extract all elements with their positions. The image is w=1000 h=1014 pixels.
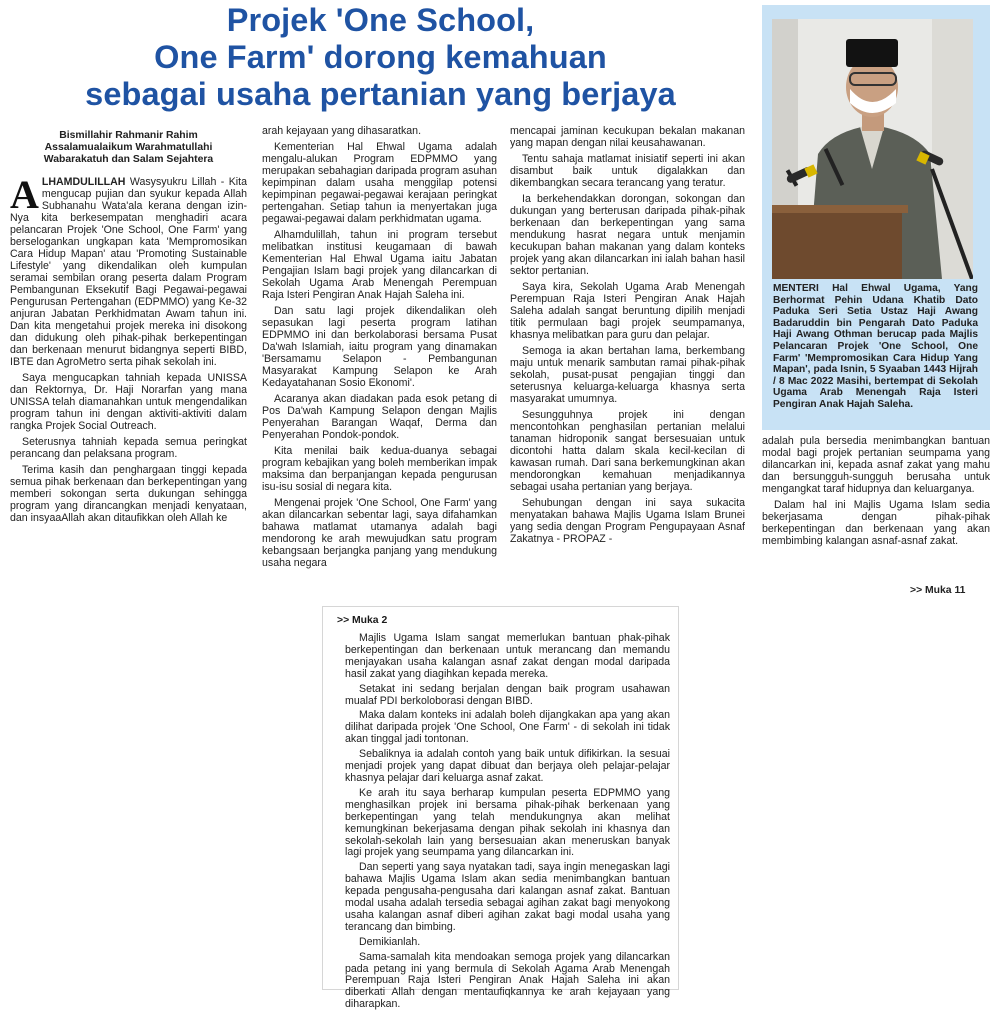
paragraph: Kita menilai baik kedua-duanya sebagai program kebajikan yang boleh memberikan impak maksima dan berpanjangan kepada pengurusan isu-isu sosial di negara kita. — [262, 445, 497, 493]
paragraph: Dan seperti yang saya nyatakan tadi, saya ingin menegaskan lagi bahawa Majlis Ugama Islam akan sedia menimbangkan bantuan kepada pengusaha-pengusaha dari kalangan asnaf zakat. Bantuan modal usaha adalah tersedia sebagai agihan zakat bagi menyokong usaha kalangan asnaf diberi agihan zakat bagi modal usaha yang terancang dan bimbing. — [345, 861, 670, 933]
article-column-4 — [762, 435, 990, 580]
paragraph: arah kejayaan yang dihasaratkan. — [262, 125, 422, 137]
paragraph: Kementerian Hal Ehwal Ugama adalah mengalu-alukan Program EDPMMO yang merupakan sebahagian daripada program asuhan kepimpinan dalam usaha menggilap potensi kepimpinan pegawai-pegawai kerajaan peringkat pertengahan. Setiap tahun ia menyertakan juga pegawai-pegawai dalam perkhidmatan ugama. — [262, 141, 497, 225]
paragraph: Ia berkehendakkan dorongan, sokongan dan dukungan yang berterusan daripada pihak-pihak berkenaan dan berkepentingan yang sama mendukung hasrat negara untuk menjamin kecukupan bahan makanan yang dalam konteks projek yang akan dilancarkan ini ialah bahan hasil sektor pertanian. — [510, 193, 745, 277]
paragraph: Terima kasih dan penghargaan tinggi kepada semua pihak berkenaan dan berkepentingan yang memberi sokongan serta dukungan sehingga program yang dirancangkan menjadi kenyataan, dan insyaaAllah akan ditaufikkan oleh Allah ke — [10, 464, 247, 524]
paragraph-text: Wasysyukru Lillah - Kita mengucap pujian dan syukur kepada Allah Subhanahu Wata'ala kerana dengan izin-Nya kita berkesempatan menghadiri acara pelancaran Projek 'One School, One Farm' yang berselogankan ungkapan kata 'Mempromosikan Cara Hidup Mapan' atau 'Promoting Sustainable Lifestyle' yang dikendalikan oleh kumpulan seramai sembilan orang peserta dalam Program Pembangunan Eksekutif Bagi Pegawai-pegawai Pengurusan Pertengahan (EDPMMO) yang Ke-32 anjuran Jabatan Perkhidmatan Awam tahun ini. Dan kita mengetahui projek mereka ini disokong dan didukung oleh pihak-pihak berkepentingan dan berkenaan menurut bidangnya seperti BIBD, IBTE dan AgroMetro serta pihak sekolah ini. — [10, 176, 247, 368]
article-column-2 — [262, 125, 497, 600]
minister-photo — [772, 19, 973, 279]
photo-caption-box — [762, 5, 990, 430]
headline-line-3: sebagai usaha pertanian yang berjaya — [85, 76, 676, 112]
salam-line-3: Wabarakatuh dan Salam Sejahtera — [43, 154, 214, 165]
continuation-box — [322, 606, 679, 1011]
photo-caption: MENTERI Hal Ehwal Ugama, Yang Berhormat Pehin Udana Khatib Dato Paduka Seri Setia Ustaz Haji Awang Badaruddin bin Pengarah Dato Paduka Haji Awang Othman berucap pada Majlis Pelancaran Projek 'One School, One Farm' 'Mempromosikan Cara Hidup Yang Mapan', pada Isnin, 5 Syaaban 1443 Hijrah / 8 Mac 2022 Masihi, bertempat di Sekolah Ugama Arab Menengah Raja Isteri Pengiran Anak Hajah Saleha. — [773, 283, 978, 410]
paragraph: Mengenai projek 'One School, One Farm' yang akan dilancarkan sebentar lagi, saya difahamkan bahawa matlamat utamanya adalah bagi mendorong ke arah mewujudkan satu program kebangsaan berjangka panjang yang mendukung usaha negara — [262, 497, 497, 569]
continuation-text — [345, 633, 670, 1014]
paragraph: Acaranya akan diadakan pada esok petang di Pos Da'wah Kampung Selapon dengan Majlis Penyerahan Barangan Waqaf, Derma dan Penyerahan Pondok-pondok. — [262, 393, 497, 441]
paragraph: Tentu sahaja matlamat inisiatif seperti ini akan disambut baik untuk digalakkan dan dikembangkan secara terancang yang teratur. — [510, 153, 745, 189]
paragraph: Saya mengucapkan tahniah kepada UNISSA dan Rektornya, Dr. Haji Norarfan yang mana UNISSA telah diamanahkan untuk mengendalikan program tahun ini dengan aktiviti-aktiviti dalam rangka Projek Social Outreach. — [10, 372, 247, 432]
continued-from-page-2: >> Muka 2 — [337, 615, 388, 626]
paragraph: Dalam hal ini Majlis Ugama Islam sedia bekerjasama dengan pihak-pihak berkepentingan dan berkenaan yang akan membimbing kalangan asnaf-asnaf zakat. — [762, 499, 990, 547]
paragraph: Sesungguhnya projek ini dengan mencontohkan penghasilan pertanian melalui tanaman hidroponik sangat bersesuaian untuk dicontohi hatta dalam skala kecil-kecilan di kawasan rumah. Dari sana berkemungkinan akan mendorongkan kemahuan menjadikannya sebagai usaha pertanian yang berjaya. — [510, 409, 745, 493]
paragraph — [10, 172, 247, 368]
paragraph: Semoga ia akan bertahan lama, berkembang maju untuk menarik sambutan ramai pihak-pihak sekolah, pusat-pusat pengajian tinggi dan seterusnya keluarga-keluarga khasnya serta masyarakat umumnya. — [510, 345, 745, 405]
lead-word: LHAMDULILLAH — [41, 176, 126, 188]
paragraph: Sebaliknya ia adalah contoh yang baik untuk difikirkan. Ia sesuai menjadi projek yang dapat dibuat dan berjaya oleh pelajar-pelajar khasnya pelajar dari keluarga asnaf zakat. — [345, 748, 670, 784]
paragraph: Saya kira, Sekolah Ugama Arab Menengah Perempuan Raja Isteri Pengiran Anak Hajah Saleha adalah sangat beruntung dipilih menjadi titik permulaan bagi projek seumpamanya, khasnya melibatkan para guru dan pelajar. — [510, 281, 745, 341]
paragraph: Sehubungan dengan ini saya sukacita menyatakan bahawa Majlis Ugama Islam Brunei yang sedia dengan Program Pengupayaan Asnaf Zakatnya - PROPAZ - — [510, 497, 745, 545]
headline-line-1: Projek 'One School, — [226, 2, 535, 38]
paragraph: adalah pula bersedia menimbangkan bantuan modal bagi projek pertanian seumpama yang dilancarkan ini, kepada asnaf zakat yang mahu dan bersungguh-sungguh berusaha untuk mengangkat taraf hidupnya dan keluarganya. — [762, 435, 990, 495]
paragraph: Demikianlah. — [359, 935, 421, 948]
salam-line-2: Assalamualaikum Warahmatullahi — [44, 142, 213, 153]
salam-greeting — [10, 130, 247, 166]
headline — [8, 2, 753, 113]
paragraph: Ke arah itu saya berharap kumpulan peserta EDPMMO yang menghasilkan projek ini bersama pihak-pihak berkenaan yang berkepentingan yang telah mendukungnya akan melihat kemungkinan bekerjasama dengan pihak sekolah ini khasnya dan sekolah-sekolah lain yang bersesuaian akan meneruskan banyak lagi projek yang seumpama yang dilancarkan ini. — [345, 786, 670, 859]
paragraph: Setakat ini sedang berjalan dengan baik program usahawan mualaf PDI berkoloborasi dengan BIBD. — [345, 682, 670, 707]
paragraph: Alhamdulillah, tahun ini program tersebut melibatkan institusi keugamaan di bawah Kementerian Hal Ehwal Ugama iaitu Jabatan Pengajian Islam bagi projek yang dilancarkan di Sekolah Ugama Arab Menengah Perempuan Raja Isteri Pengiran Anak Hajah Saleha ini. — [262, 229, 497, 301]
headline-line-2: One Farm' dorong kemahuan — [154, 39, 607, 75]
photo-illustration — [772, 19, 973, 279]
paragraph: Seterusnya tahniah kepada semua peringkat perancang dan pelaksana program. — [10, 436, 247, 460]
paragraph: Majlis Ugama Islam sangat memerlukan bantuan phak-pihak berkepentingan dan berkenaan untuk merancang dan memandu menjayakan usaha kalangan asnaf zakat dengan modal daripada hasil zakat yang diagihkan kepada mereka. — [345, 632, 670, 680]
paragraph: Maka dalam konteks ini adalah boleh dijangkakan apa yang akan dilihat daripada projek 'One School, One Farm' - di sekolah ini tidak akan tinggal jadi tontonan. — [345, 709, 670, 746]
article-column-1 — [10, 130, 247, 600]
continued-page-11: >> Muka 11 — [910, 585, 966, 596]
salam-line-1: Bismillahir Rahmanir Rahim — [59, 130, 198, 141]
paragraph: mencapai jaminan kecukupan bekalan makanan yang mapan dengan nilai keusahawanan. — [510, 125, 745, 149]
article-column-3 — [510, 125, 745, 600]
drop-cap: A — [10, 172, 39, 217]
paragraph: Sama-samalah kita mendoakan semoga projek yang dilancarkan pada petang ini yang bermula di Sekolah Agama Arab Menengah Perempuan Raja Isteri Pengiran Anak Hajah Saleha ini akan diberkati Allah dengan mentaufiqkannya ke arah kejayaan yang diharapkan. — [345, 950, 670, 1011]
paragraph: Dan satu lagi projek dikendalikan oleh sepasukan lagi peserta program latihan EDPMMO ini dan berkolaborasi bersama Pusat Da'wah Islamiah, iaitu program yang dinamakan 'Bersamamu Selapon - Pembangunan Masyarakat Kampung Selapon ke Arah Kedayatahanan Sosio Ekonomi'. — [262, 305, 497, 389]
